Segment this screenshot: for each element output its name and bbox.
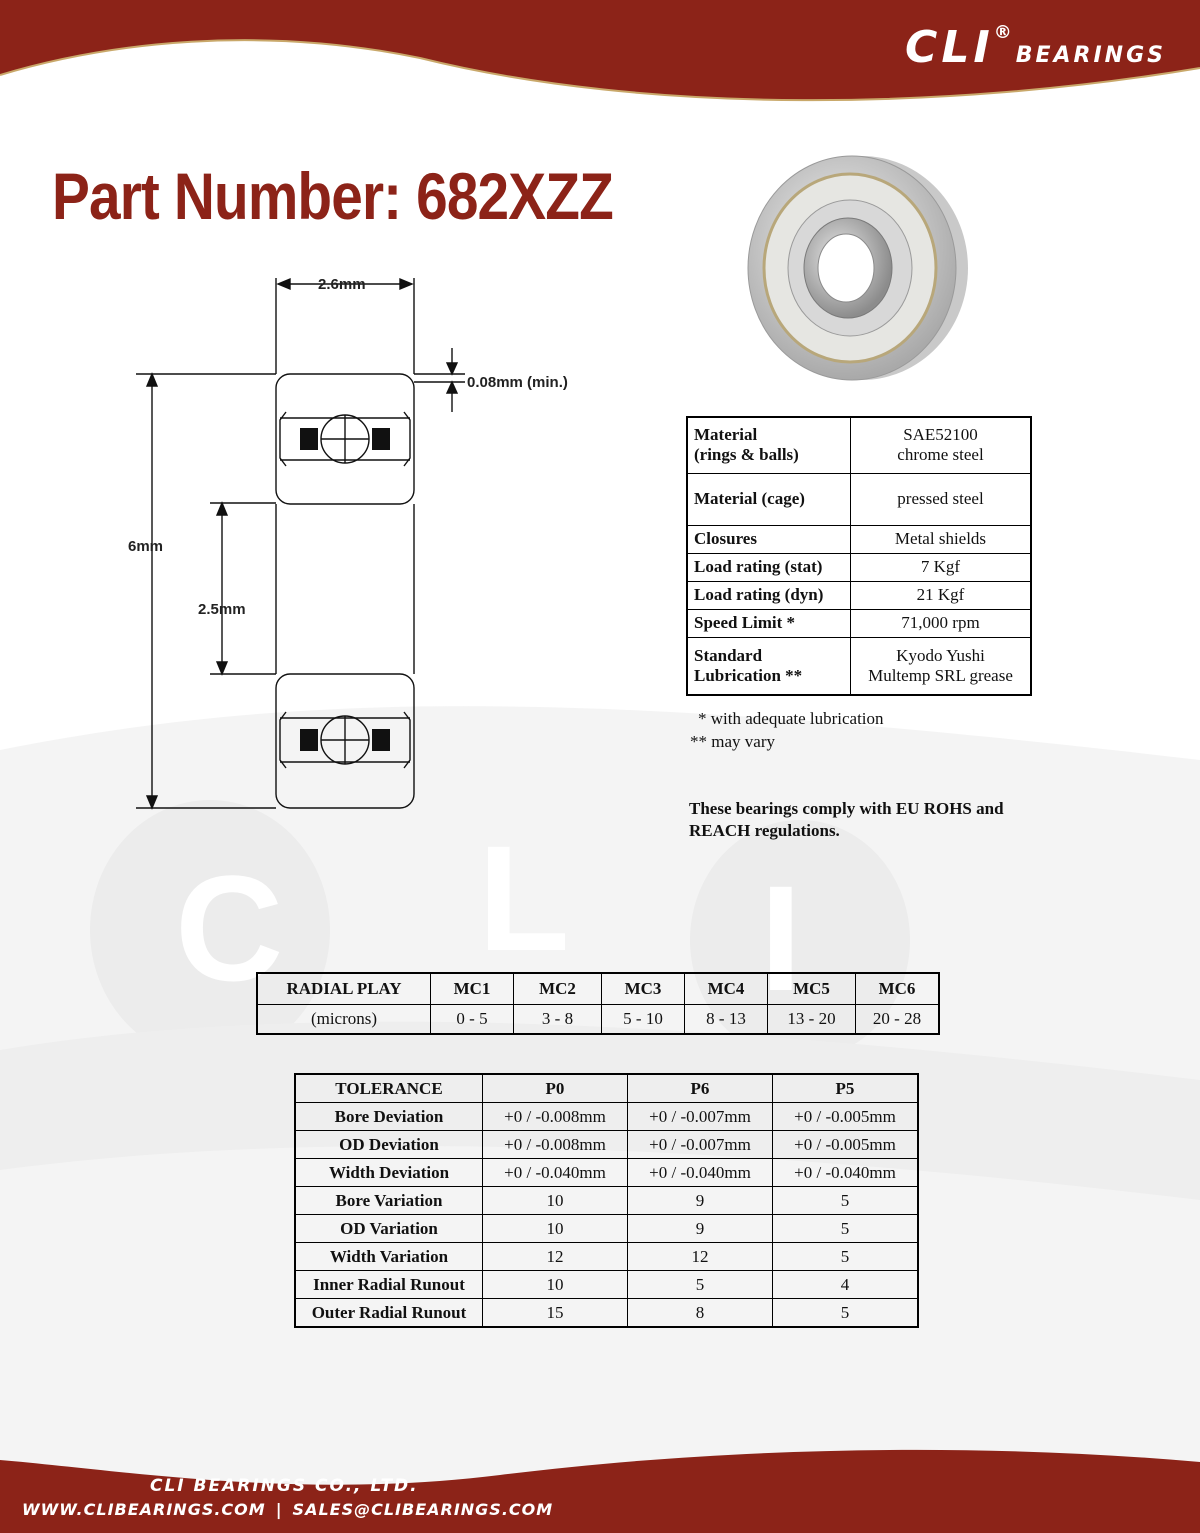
tolerance-value: 12 (483, 1243, 628, 1271)
radial-play-values-row (257, 1005, 939, 1035)
tolerance-label: OD Deviation (295, 1131, 483, 1159)
footnote-lubrication: * with adequate lubrication (698, 709, 884, 728)
bearing-photo (742, 150, 974, 386)
spec-key: Closures (687, 525, 851, 553)
tolerance-label: Bore Deviation (295, 1103, 483, 1131)
tolerance-label: Bore Variation (295, 1187, 483, 1215)
spec-row (687, 609, 1031, 637)
tolerance-row (295, 1243, 918, 1271)
spec-key: Material (cage) (687, 473, 851, 525)
spec-value: SAE52100 chrome steel (851, 417, 1032, 473)
brand-sub: BEARINGS (1015, 43, 1166, 68)
radial-play-value: 8 - 13 (685, 1005, 768, 1035)
tolerance-value: 10 (483, 1215, 628, 1243)
svg-text:I: I (760, 854, 802, 1022)
tolerance-header: TOLERANCE (295, 1074, 483, 1103)
tolerance-value: 5 (773, 1299, 919, 1328)
radial-play-value: 5 - 10 (602, 1005, 685, 1035)
radial-play-value: 20 - 28 (856, 1005, 940, 1035)
tolerance-value: 10 (483, 1271, 628, 1299)
radial-play-class: MC3 (602, 973, 685, 1005)
spec-key: Material (rings & balls) (687, 417, 851, 473)
footer-company-name: CLI BEARINGS CO., LTD. (150, 1476, 419, 1496)
outer-diameter-label: 6mm (128, 538, 164, 555)
radial-play-table (256, 972, 940, 1035)
tolerance-row (295, 1103, 918, 1131)
radial-play-header-row (257, 973, 939, 1005)
tolerance-value: 10 (483, 1187, 628, 1215)
radial-play-value: 13 - 20 (768, 1005, 856, 1035)
tolerance-value: +0 / -0.008mm (483, 1103, 628, 1131)
tolerance-value: 15 (483, 1299, 628, 1328)
radial-play-class: MC1 (431, 973, 514, 1005)
tolerance-label: Inner Radial Runout (295, 1271, 483, 1299)
tolerance-value: 12 (628, 1243, 773, 1271)
tolerance-label: Outer Radial Runout (295, 1299, 483, 1328)
spec-row (687, 525, 1031, 553)
spec-value: pressed steel (851, 473, 1032, 525)
spec-row (687, 553, 1031, 581)
tolerance-row (295, 1271, 918, 1299)
footer-separator: | (275, 1500, 283, 1519)
spec-value: 71,000 rpm (851, 609, 1032, 637)
tolerance-value: +0 / -0.040mm (628, 1159, 773, 1187)
footnote-may-vary: ** may vary (690, 732, 775, 751)
spec-value: Metal shields (851, 525, 1032, 553)
tolerance-class: P5 (773, 1074, 919, 1103)
tolerance-class: P6 (628, 1074, 773, 1103)
radial-play-value: 3 - 8 (514, 1005, 602, 1035)
page-title: Part Number: 682XZZ (52, 159, 613, 233)
radial-play-unit: (microns) (257, 1005, 431, 1035)
tolerance-row (295, 1299, 918, 1328)
tolerance-value: 9 (628, 1187, 773, 1215)
tolerance-label: Width Variation (295, 1243, 483, 1271)
email-link[interactable]: SALES@CLIBEARINGS.COM (292, 1500, 554, 1519)
spec-value: 21 Kgf (851, 581, 1032, 609)
radial-play-value: 0 - 5 (431, 1005, 514, 1035)
tolerance-row (295, 1131, 918, 1159)
specifications-table (686, 416, 1032, 696)
website-link[interactable]: WWW.CLIBEARINGS.COM (22, 1500, 266, 1519)
spec-key: Load rating (stat) (687, 553, 851, 581)
tolerance-value: 8 (628, 1299, 773, 1328)
radial-play-header: RADIAL PLAY (257, 973, 431, 1005)
spec-row (687, 637, 1031, 695)
tolerance-row (295, 1159, 918, 1187)
width-dimension-label: 2.6mm (318, 276, 366, 293)
spec-value: Kyodo Yushi Multemp SRL grease (851, 637, 1032, 695)
tolerance-value: 5 (773, 1243, 919, 1271)
spec-value: 7 Kgf (851, 553, 1032, 581)
tolerance-value: 5 (773, 1215, 919, 1243)
svg-text:C: C (175, 844, 284, 1012)
bore-diameter-label: 2.5mm (198, 601, 246, 618)
svg-text:L: L (478, 814, 570, 982)
spec-row (687, 417, 1031, 473)
tolerance-value: +0 / -0.040mm (773, 1159, 919, 1187)
tolerance-value: 9 (628, 1215, 773, 1243)
spec-row (687, 473, 1031, 525)
spec-row (687, 581, 1031, 609)
tolerance-header-row (295, 1074, 918, 1103)
tolerance-value: +0 / -0.040mm (483, 1159, 628, 1187)
tolerance-value: +0 / -0.005mm (773, 1103, 919, 1131)
radial-play-class: MC2 (514, 973, 602, 1005)
registered-mark: ® (993, 22, 1012, 43)
compliance-statement: These bearings comply with EU ROHS and REACH regulations. (689, 799, 1004, 840)
tolerance-label: Width Deviation (295, 1159, 483, 1187)
spec-key: Standard Lubrication ** (687, 637, 851, 695)
tolerance-row (295, 1187, 918, 1215)
brand-name: CLI (905, 22, 994, 73)
spec-key: Speed Limit * (687, 609, 851, 637)
tolerance-value: 5 (773, 1187, 919, 1215)
tolerance-value: +0 / -0.007mm (628, 1131, 773, 1159)
tolerance-value: +0 / -0.007mm (628, 1103, 773, 1131)
bearing-drawing (120, 270, 600, 830)
tolerance-row (295, 1215, 918, 1243)
tolerance-class: P0 (483, 1074, 628, 1103)
radial-play-class: MC6 (856, 973, 940, 1005)
radial-play-class: MC4 (685, 973, 768, 1005)
tolerance-value: +0 / -0.005mm (773, 1131, 919, 1159)
tolerance-label: OD Variation (295, 1215, 483, 1243)
brand-logo (905, 22, 1166, 73)
tolerance-value: 5 (628, 1271, 773, 1299)
tolerance-value: 4 (773, 1271, 919, 1299)
tolerance-value: +0 / -0.008mm (483, 1131, 628, 1159)
tolerance-table (294, 1073, 919, 1328)
footer-contact (22, 1500, 553, 1519)
spec-key: Load rating (dyn) (687, 581, 851, 609)
shield-gap-label: 0.08mm (min.) (467, 374, 568, 391)
radial-play-class: MC5 (768, 973, 856, 1005)
